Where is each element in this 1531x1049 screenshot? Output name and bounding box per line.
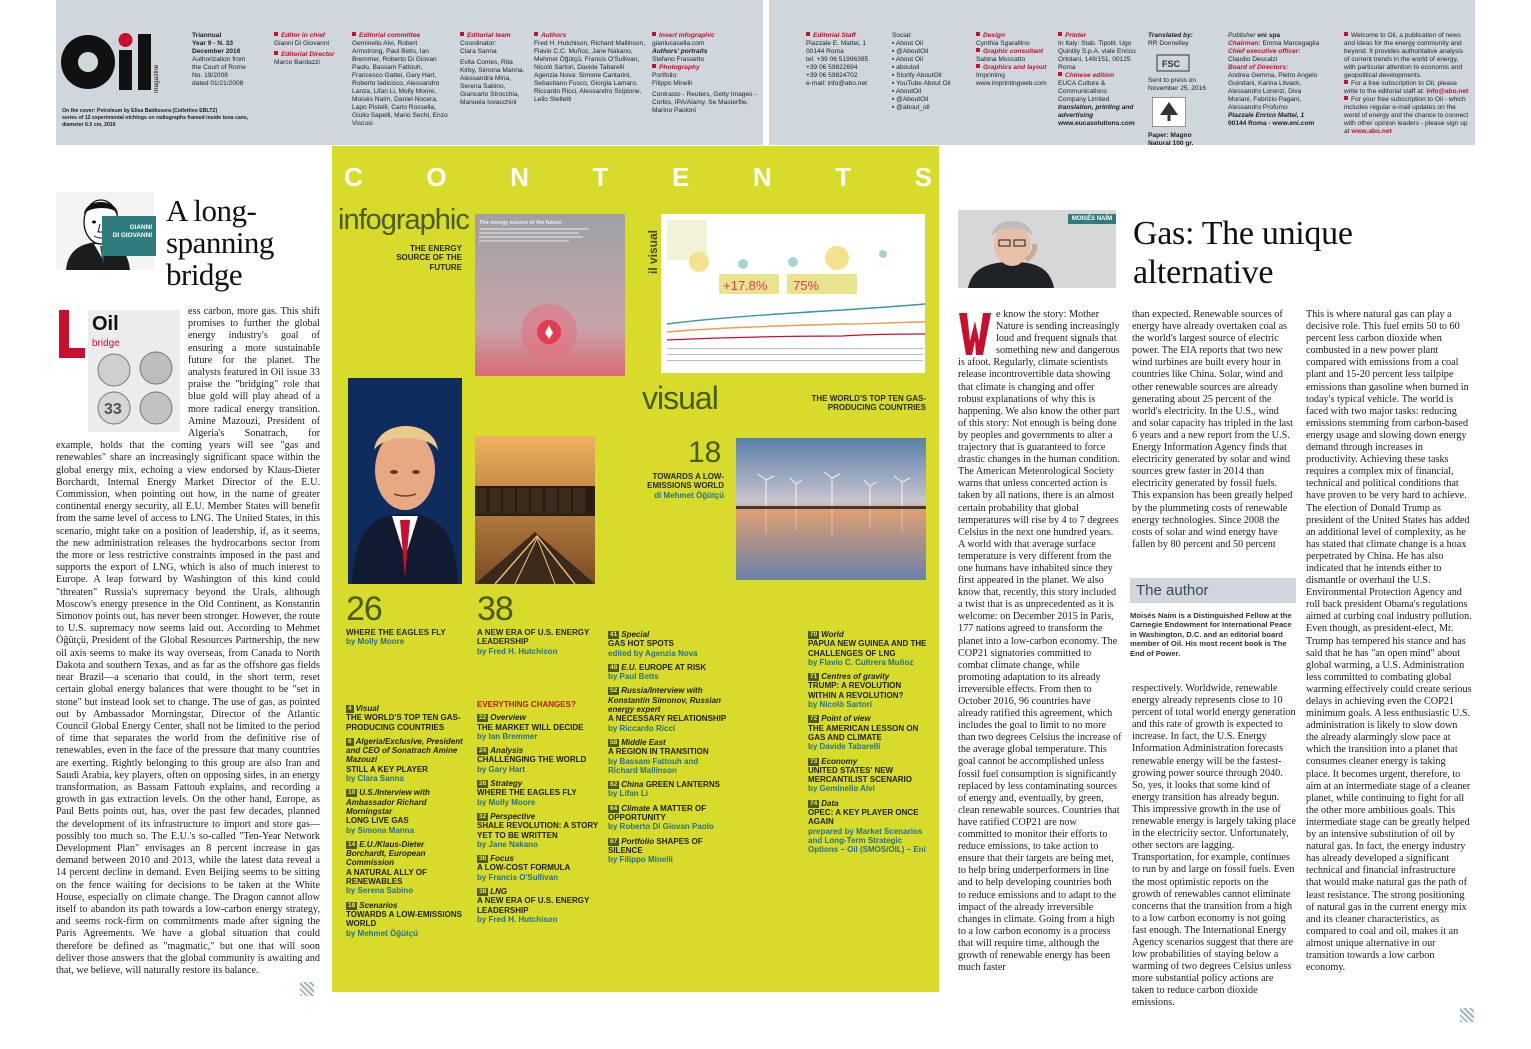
toc-item[interactable]: 32 Perspective SHALE REVOLUTION: A STORY YET TO BE WRITTEN by Jane Nakano — [477, 811, 599, 849]
committee-col: Editorial committee Geminello Alvi, Robert Armstrong, Paul Betts, Ian Bremmer, Roberto Di Giovan Paolo, Bassam Fattouh, Francesco Gattei, Gary Hart, Roberto Iadicicco, Alessandro Lanza, Lifan Li, Molly Moore, Moisés Naím, Daniel Nocera, Lapo Pistelli, Carlo Rossella, Giulio Sapelli, Mario Sechi, Enzo Viscusi — [352, 32, 448, 127]
svg-text:il visual: il visual — [646, 229, 660, 274]
toc-section-title: EVERYTHING CHANGES? — [477, 700, 576, 709]
social-item[interactable]: ▪ aboutoil — [892, 64, 920, 71]
social-item[interactable]: ▪ About Oil — [892, 40, 923, 47]
translation-col: Translated by: RR Donnelley FSC Sent to press on November 25, 2016 Paper: Magno Natural 100 gr. — [1148, 32, 1206, 147]
authors-col: Authors Fred H. Hutchison, Richard Mallinson, Flavio C.C. Muñoz, Jane Nakano, Mehmet Öğütçü, Francis O'Sullivan, Nicolò Sartori, Davide Tabarelli Agenzia Nova: Simone Cantarini, Sebastiano Fusco, Giorgia Lamaro, Riccardo Ricci, Alessandro Scipione, Lelio Stelletti — [534, 32, 646, 103]
infographic-col: Insert infographic gianlucasella.com Authors' portraits Stefano Frassetto Photography Portfolio: Filippo Minelli Contrasto - Reuters, Getty Images - Corbis, IPA/Alamy, Se Masterfile, Marino Paoloni — [652, 32, 757, 114]
toc-item[interactable]: 41 Special GAS HOT SPOTS edited by Agenzia Nova — [608, 630, 698, 658]
corner-mark-right — [1460, 1008, 1474, 1022]
svg-text:W: W — [958, 311, 959, 312]
toc-item[interactable]: 67 Portfolio SHAPES OF SILENCE by Filippo Minelli — [608, 836, 703, 865]
article-column-2b: respectively. Worldwide, renewable energy already represents close to 10 percent of total world energy generation and this rate of growth is expected to increase. In fact, the U.S. Energy Information Administration forecasts renewable energy will be the fastest-growing power source through 2040. So, yes, it looks that some kind of energy transition has already begun. This impressive growth in the use of renewable energy is largely taking place in the electricity sector. Unfortunately, other sectors are lagging. Transportation, for example, continues to run by and large on fossil fuels. Even the most optimistic reports on the growth of renewables cannot eliminate concerns that the transition from a high to a low carbon economy is not going fast enough. The International Energy Agency scenarios suggest that there are low probabilities of staying below a warming of two degrees Celsius unless more substantial policy actions are taken to reduce carbon dioxide emissions. — [1132, 683, 1296, 1009]
toc-item[interactable]: 58 Middle East A REGION IN TRANSITION by Bassam Fattouh and Richard Mallinson — [608, 737, 709, 775]
rr-logo — [1156, 54, 1190, 72]
train-photo[interactable] — [475, 436, 595, 584]
svg-text:bridge: bridge — [92, 338, 120, 349]
infographic-label[interactable]: THE ENERGY SOURCE OF THE FUTURE — [396, 244, 462, 272]
toc-item[interactable]: 26 Strategy WHERE THE EAGLES FLY by Molly Moore — [477, 779, 577, 807]
toc-item[interactable]: 48 E.U. EUROPE AT RISK by Paul Betts — [608, 662, 707, 682]
page-number-26: 26 — [346, 590, 382, 628]
svg-text:75%: 75% — [793, 278, 820, 293]
toc-item[interactable]: 4 Visual THE WORLD'S TOP TEN GAS-PRODUCING COUNTRIES — [346, 704, 461, 732]
toc-item[interactable]: 73 Economy UNITED STATES' NEW MERCANTILIST SCENARIO by Geminello Alvi — [808, 756, 912, 794]
svg-text:FSC: FSC — [1162, 59, 1180, 69]
toc-item[interactable]: 22 Overview THE MARKET WILL DECIDE by Ian Bremmer — [477, 713, 584, 741]
article-title-right: Gas: The unique alternative — [1133, 215, 1353, 291]
article-title-left: A long-spanning bridge — [166, 193, 274, 292]
article-column-1: W e know the story: Mother Nature is sending increasingly loud and frequent signals that something new and dangerous is afoot. Regularly, climate scientists release incontrovertible data showing that climate is changing and offer robust explanations of why this is happening. We also know the other part of this story: Not enough is being done by peoples and governments to alter a trajectory that is guaranteed to force drastic changes in the human condition. The American Meteorological Society warns that unless concerted action is taken by all nations, there is an almost certain probability that global temperatures will rise by 4 to 7 degrees Celsius in the next one hundred years. A world with that average surface temperature is very different from the one humans have inhabited since they first appeared in the planet. We also know that, recently, this story included a twist that is as unprecedented as it is welcome: on December 2015 in Paris, 177 nations agreed to transform the planet into a low-carbon economy. The COP21 signatories committed to combat climate change, while promoting adaptation to its already irreversible effects. From then to October 2016, 96 countries have already ratified this agreement, which includes the goal to limit to no more than two degrees Celsius the increase of the average global temperature. This goal cannot be accomplished unless fossil fuel consumption is significantly replaced by less contaminating sources of energy and, eventually, by green, clean renewable sources. Countries that have ratified COP21 are now committed to monitor their efforts to reduce emissions, to take action to ensure that their targets are being met, to help bring underperformers in line and to help developing countries both to reduce emissions and to adapt to the impact of the already irreversible changes in climate. Going from a high to a low carbon economy is a process that will require time, although the growth of renewable energy has been much faster — [958, 309, 1122, 974]
publisher-col: Publisher eni spa Chairman: Emma Marcegaglia Chief executive officer: Claudio Descalzi Board of Directors: Andrea Gemma, Pietro Angelo Guindani, Karina Litvack, Alessandro Lorenzi, Diva Moriani, Fabrizio Pagani, Alessandro Profumo Piazzale Enrico Mattei, 1 00144 Roma - www.eni.com — [1228, 32, 1320, 127]
toc-column-2 — [477, 700, 599, 929]
page-spine — [763, 0, 769, 145]
svg-text:The energy source of the futur: The energy source of the future — [479, 220, 562, 226]
author-box-text: Moisés Naím is a Distinguished Fellow at the Carnegie Endowment for International Peace in Washington, D.C. and an editorial board member of Oil. His most recent book is The End of Power. — [1130, 611, 1292, 658]
editorial-article — [56, 180, 320, 1000]
fsc-logo — [1152, 97, 1186, 127]
masthead — [56, 0, 1475, 145]
social-item[interactable]: ▪ YouTube About Oil — [892, 80, 951, 87]
toc-item[interactable]: 74 Data OPEC: A KEY PLAYER ONCE AGAIN prepared by Market Scenarios and Long-Term Strategic Options – Oil (SMOS/OIL) – Eni — [808, 798, 926, 855]
article-column-2a: than expected. Renewable sources of energy have already overtaken coal as the world's largest source of electric power. The EIA reports that two new wind turbines are built every hour in countries like China. Solar, wind and other renewable sources are already generating about 25 percent of the world's electricity. In the U.S., wind and solar capacity has tripled in the last 6 years and a new report from the U.S. Energy Information Agency finds that electricity generated by solar and wind sources grew faster in 2014 than electricity generated by fossil fuels. This expansion has been greatly helped by the plummeting costs of renewable energy technologies. Since 2008 the costs of solar and wind energy have fallen by 80 percent and 50 percent — [1132, 309, 1293, 550]
toc-item[interactable]: 6 Algeria/Exclusive, President and CEO of Sonatrach Amine Mazouzi STILL A KEY PLAYER by Clara Sanna — [346, 736, 463, 784]
feature-18[interactable]: TOWARDS A LOW-EMISSIONS WORLD di Mehmet Öğütçü — [647, 472, 724, 500]
printer-col: Printer In Italy: Stab. Tipolit. Ugo Quintily S.p.A. viale Enrico Ortolani, 149/151, 00125 Roma Chinese edition EUCA Culture & Communications Company Limited translation, printing and advertising www.eucasolutions.com — [1058, 32, 1136, 127]
design-col: Design Cynthia Sgarallino Graphic consultant Sabina Moscatto Graphics and layout Imprinting www.imprintingweb.com — [976, 32, 1047, 87]
toc-column-1 — [346, 704, 464, 943]
author-box-title: The author — [1130, 578, 1296, 603]
author-box — [1130, 578, 1296, 658]
toc-item[interactable]: 62 China GREEN LANTERNS by Lifan Li — [608, 780, 720, 799]
contents-panel — [332, 146, 939, 992]
visual-word: visual — [642, 380, 718, 416]
cover-note: On the cover: Petroleum by Elisa Baldissera (Collettivo EBLTZ) series of 12 experimental etchings on radiographs framed inside tuna cans, diameter 6.5 cm, 2016 — [62, 108, 249, 128]
toc-column-4 — [808, 630, 930, 860]
toc-item[interactable]: 38 LNG A NEW ERA OF U.S. ENERGY LEADERSHIP by Fred H. Hutchison — [477, 887, 590, 924]
visual-thumbnail[interactable] — [643, 214, 925, 373]
toc-item[interactable]: 72 Point of view THE AMERICAN LESSON ON GAS AND CLIMATE by Davide Tabarelli — [808, 714, 919, 752]
visual-label[interactable]: THE WORLD'S TOP TEN GAS-PRODUCING COUNTRIES — [811, 394, 926, 413]
social-item[interactable]: ▪ Storify AboutOil — [892, 72, 942, 79]
social-item[interactable]: ▪ AboutOil — [892, 88, 922, 95]
infographic-word: infographic — [338, 204, 469, 236]
subscribe-url-link[interactable]: www.abo.net — [1351, 128, 1392, 135]
team-col: Editorial team Coordinator: Clara Sanna Evita Comes, Rita Kirby, Simona Manna, Alessandra Mina, Serena Sabino, Giancarlo Strocchia, Manuela Iovacchini — [460, 32, 525, 106]
feature-26[interactable]: WHERE THE EAGLES FLY by Molly Moore — [346, 628, 446, 647]
author-tag-left: GIANNI DI GIOVANNI — [102, 216, 156, 256]
staff-col: Editorial Staff Piazzale E. Mattei, 1 00144 Roma tel. +39 06 51996385 +39 06 59822694 +39 06 59824702 e-mail: info@abo.net — [806, 32, 869, 87]
editor-col: Editor in chief Gianni Di Giovanni Editorial Director Marco Bardazzi — [274, 32, 335, 66]
toc-item[interactable]: 52 Russia/Interview with Konstantin Simonov, Russian energy expert A NECESSARY RELATIONSHIP by Riccardo Ricci — [608, 686, 727, 733]
dropcap-l — [56, 308, 86, 360]
social-col: Social: ▪ About Oil ▪ @AboutOil ▪ About Oil ▪ aboutoil ▪ Storify AboutOil ▪ YouTube About Oil ▪ AboutOil ▪ @AboutOil ▪ @about_oil — [892, 32, 978, 112]
svg-text:L: L — [56, 308, 57, 309]
logo-sub: magazine — [153, 64, 160, 93]
issue-info: Triannual Year 9 - N. 33 December 2016 Authorization from the Court of Rome No. 19/2008 dated 01/21/2008 — [192, 32, 246, 87]
trump-photo[interactable] — [348, 378, 462, 584]
subscribe-email-link[interactable]: info@abo.net — [1426, 88, 1469, 95]
toc-item[interactable]: 70 World PAPUA NEW GUINEA AND THE CHALLENGES OF LNG by Flavio C. Cultrera Muñoz — [808, 630, 927, 667]
infographic-thumbnail[interactable] — [475, 214, 625, 376]
social-item[interactable]: ▪ @AboutOil — [892, 48, 929, 55]
page-number-38: 38 — [477, 590, 513, 628]
issue-cover-thumbnail — [88, 310, 180, 432]
svg-text:Oil: Oil — [92, 313, 119, 335]
svg-text:33: 33 — [104, 401, 122, 418]
welcome-col: Welcome to Oil, a publication of news and ideas for the energy community and beyond. It provides authoritative analysis of current trends in the world of energy, with particular attention to economic and geopolitical developments. For a free subscription to Oil, please write to the editorial staff at: info@abo.net For your free subscription to Oil - which includes regular e-mail updates on the world of energy and the chance to connect with other opinion leaders - please sign up at www.abo.net — [1344, 32, 1469, 135]
feature-38[interactable]: A NEW ERA OF U.S. ENERGY LEADERSHIP by Fred H. Hutchison — [477, 628, 590, 656]
contents-heading: C O N T E N T S — [344, 162, 934, 192]
toc-item[interactable]: 64 Climate A MATTER OF OPPORTUNITY by Roberto Di Giovan Paolo — [608, 803, 714, 832]
author-tag-right: MOISÉS NAÍM — [1068, 214, 1116, 224]
toc-column-3 — [608, 630, 728, 870]
oil-logo — [58, 30, 186, 94]
toc-item[interactable]: 14 E.U./Klaus-Dieter Borchardt, European Commission A NATURAL ALLY OF RENEWABLES by Serena Sabino — [346, 839, 427, 896]
article-body-left: L Oil bridge 33 ess carbon, more gas. This shift promises to further the global energy industry's goal of ensuring a more sustainable future for the planet. The analysts featured in Oil issue 33 praise the "bridging" role that blue gold will play ahead of a more radical energy transition. Amine Mazouzi, President of Algeria's Sonatrach, for example, holds that the coming years will see "gas and renewables" share an increasingly significant space within the global energy mix, echoing a view endorsed by Klaus-Dieter Borchardt, Internal Energy Market Director of the E.U. Commission, when pointing out how, in the name of greater continental energy security, all E.U. Member States will benefit from the same level of access to LNG. The United States, in this scenario, might take on a position of leadership, if, as it seems, the new administration releases the hydrocarbons sector from the more or less restrictive constraints imposed in the past and supports the export of LNG, which is also of much interest to Europe. A leap forward by Washington of this kind could "threaten" Russia's supremacy beyond the Urals, although Moscow's energy presence in the Old Continent, as Konstantin Simonov points out, has never been stronger. However, the route to U.S. supremacy now seems laid out. According to Mehmet Öğütçü, President of the Global Resources Partnership, the new oil axis seems to make its way overseas, from Canada to North Dakota and southern Texas, and as far as the offshore gas fields near Brazil—a scenario that could, in the short term, reset certain global energy balances that were thought to be "set in stone" but instead look set to change. The use of gas, as pointed out by Ambassador Morningstar, Director of the Atlantic Council Global Energy Center, shall not be limited to the period of time that separates the world from the definitive rise of renewables, even in the face of the pressure that many countries are exerting. Rightly belonging to this group are also Iran and Saudi Arabia, key players, often on opposing sides, in an energy transformation, as Bassam Fattouh explains, and recording a growth in gas extraction levels. On the other hand, Europe, as Paul Betts points out, has, over the past few decades, planned the development of its infrastructure to import and store gas—possibly too much so. The E.U.'s so-called "Ten-Year Network Development Plan" envisages an 8 percent increase in gas demand between 2010 and 2013, while the latest data reveal a 14 percent decline in demand. Even Beijing seems to be sitting on the fence waiting for decisions to be taken at the White House, especially on climate change. The Dragon cannot allow itself to abandon its path towards a low-carbon energy strategy, and seems rock-firm on commitments made after signing the Paris Agreements. We have a global situation that could therefore be defined as "magmatic," but one that will soon deliver those answers that the global community is awaiting and that, we believe, will naturally restore its balance. — [56, 306, 320, 976]
page-number-18: 18 — [688, 436, 722, 469]
toc-item[interactable]: 10 U.S./Interview with Ambassador Richard Morningstar LONG LIVE GAS by Simona Manna — [346, 788, 430, 835]
social-item[interactable]: ▪ @about_oil — [892, 104, 930, 111]
article-column-3: This is where natural gas can play a decisive role. This fuel emits 50 to 60 percent less carbon dioxide when combusted in a new power plant compared with emissions from a coal plant and 15-20 percent less tailpipe emissions than gasoline when burned in today's typical vehicle. The world is faced with two major tasks: reducing emissions stemming from carbon-based energy usage and slowing down energy demand through increases in productivity. Achieving these tasks requires a complex mix of financial, technical and political conditions that have proven to be very hard to achieve. The election of Donald Trump as president of the United States has added an additional level of complexity, as he has stated that climate change is a hoax perpetrated by China. He has also indicated that he intends either to dismantle or overhaul the U.S. Environmental Protection Agency and roll back president Obama's regulations aimed at curbing coal industry pollution. Even though, as president-elect, Mr. Trump has tempered his stance and has said that he has "an open mind" about global warming, a U.S. Administration less committed to combating global warming effectively could create serious delays in achieving even the COP21 minimum goals. A less enthusiastic U.S. administration is likely to slow down the already alarmingly slow pace at which the transition into a planet that consumes cleaner energy is taking place. It becomes urgent, therefore, to aim at an intermediate stage of a cleaner planet, while continuing to fight for all the other more ambitious goals. This intermediate stage can be greatly helped by an intensive substitution of oil by natural gas. In fact, the energy industry has already developed a significant technical and financial infrastructure that would make natural gas the path of least resistance. The strong positioning of natural gas in the current energy mix and its cleaner characteristics, as compared to coal and oil, makes it an almost unique alternative in our transition towards a low carbon economy. — [1306, 309, 1472, 974]
wind-farm-photo[interactable] — [736, 438, 926, 580]
toc-item[interactable]: 71 Centres of gravity TRUMP: A REVOLUTION WITHIN A REVOLUTION? by Nicolò Sartori — [808, 672, 904, 710]
dropcap-w — [958, 311, 992, 357]
social-item[interactable]: ▪ About Oil — [892, 56, 923, 63]
toc-item[interactable]: 18 Scenarios TOWARDS A LOW-EMISSIONS WORLD by Mehmet Öğütçü — [346, 900, 462, 938]
toc-item[interactable]: 24 Analysis CHALLENGING THE WORLD by Gary Hart — [477, 746, 587, 774]
toc-item[interactable]: 36 Focus A LOW-COST FORMULA by Francis O'Sullivan — [477, 854, 571, 882]
corner-mark-left — [300, 982, 314, 996]
svg-text:+17.8%: +17.8% — [723, 278, 768, 293]
social-item[interactable]: ▪ @AboutOil — [892, 96, 929, 103]
